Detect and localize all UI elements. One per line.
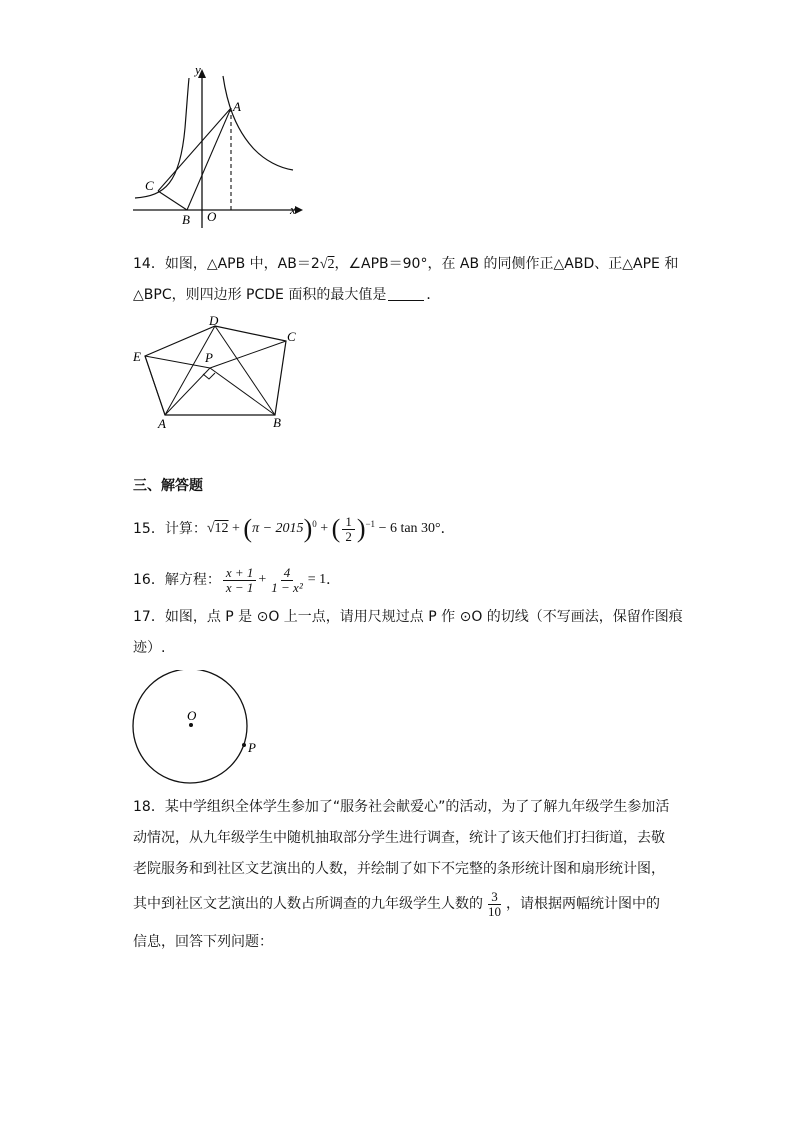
q18-line3: 老院服务和到社区文艺演出的人数，并绘制了如下不完整的条形统计图和扇形统计图， (133, 861, 665, 877)
segment-CA (158, 108, 231, 191)
q18-line5: 信息，回答下列问题： (133, 934, 273, 950)
label-P: P (205, 350, 213, 365)
figure-q14 (133, 313, 301, 431)
label-y: y (195, 62, 201, 77)
q17-line1: 17．如图，点 P 是 ⊙O 上一点，请用尺规过点 P 作 ⊙O 的切线（不写画法，保留作图痕 (133, 609, 683, 625)
label-A: A (158, 416, 166, 431)
center-point (189, 723, 193, 727)
label-P: P (248, 740, 256, 755)
section-heading: 三、解答题 (133, 478, 203, 494)
q16-line: 16．解方程： $\frac{x + 1}{x - 1}$ + $\frac{4}{\text{1 − x²}}$ = 1 ． (133, 564, 341, 595)
label-C: C (287, 329, 296, 344)
segment-CB (158, 191, 187, 210)
segment-BA (187, 108, 231, 210)
figure-q13 (125, 58, 310, 233)
segment-BD (215, 326, 275, 415)
q14-line1: 14．如图，△APB 中，AB＝2√2，∠APB＝90°，在 AB 的同侧作正△ABD、正△APE 和 (133, 256, 679, 272)
segment-CP (210, 341, 286, 368)
right-hyperbola-branch (223, 76, 293, 170)
q17-line2: 迹）. (133, 640, 166, 656)
q14-line2: △BPC，则四边形 PCDE 面积的最大值是 ． (133, 287, 441, 303)
label-O: O (207, 209, 217, 224)
x-axis-arrow (295, 206, 303, 214)
label-D: D (209, 313, 219, 328)
label-O: O (187, 708, 197, 723)
left-hyperbola-branch (135, 78, 189, 198)
label-B: B (182, 212, 190, 227)
q18-line1: 18．某中学组织全体学生参加了“服务社会献爱心”的活动，为了了解九年级学生参加活 (133, 799, 670, 815)
figure-q17 (128, 670, 268, 786)
quadrilateral-outline (145, 326, 286, 415)
point-P (242, 743, 246, 747)
segment-EP (145, 356, 210, 368)
answer-blank (388, 286, 424, 301)
q18-line4: 其中到社区文艺演出的人数占所调查的九年级学生人数的 $\frac{3}{10}$ ，请根据两幅统计图中的 (133, 888, 660, 919)
label-A: A (233, 99, 241, 114)
label-B: B (273, 415, 281, 430)
segment-BP (210, 368, 275, 415)
label-x: x (290, 202, 296, 217)
label-C: C (145, 178, 154, 193)
label-E: E (133, 349, 141, 364)
segment-EA (145, 356, 165, 415)
q18-line2: 动情况，从九年级学生中随机抽取部分学生进行调查，统计了该天他们打扫街道，去敬 (133, 830, 665, 846)
q15-line: 15．计算： √ 12 + ( π − 2015 ) $^0$ + ( $\frac{1}{2}$ ) $^{-1}$ − 6 tan 30° ． (133, 513, 455, 544)
